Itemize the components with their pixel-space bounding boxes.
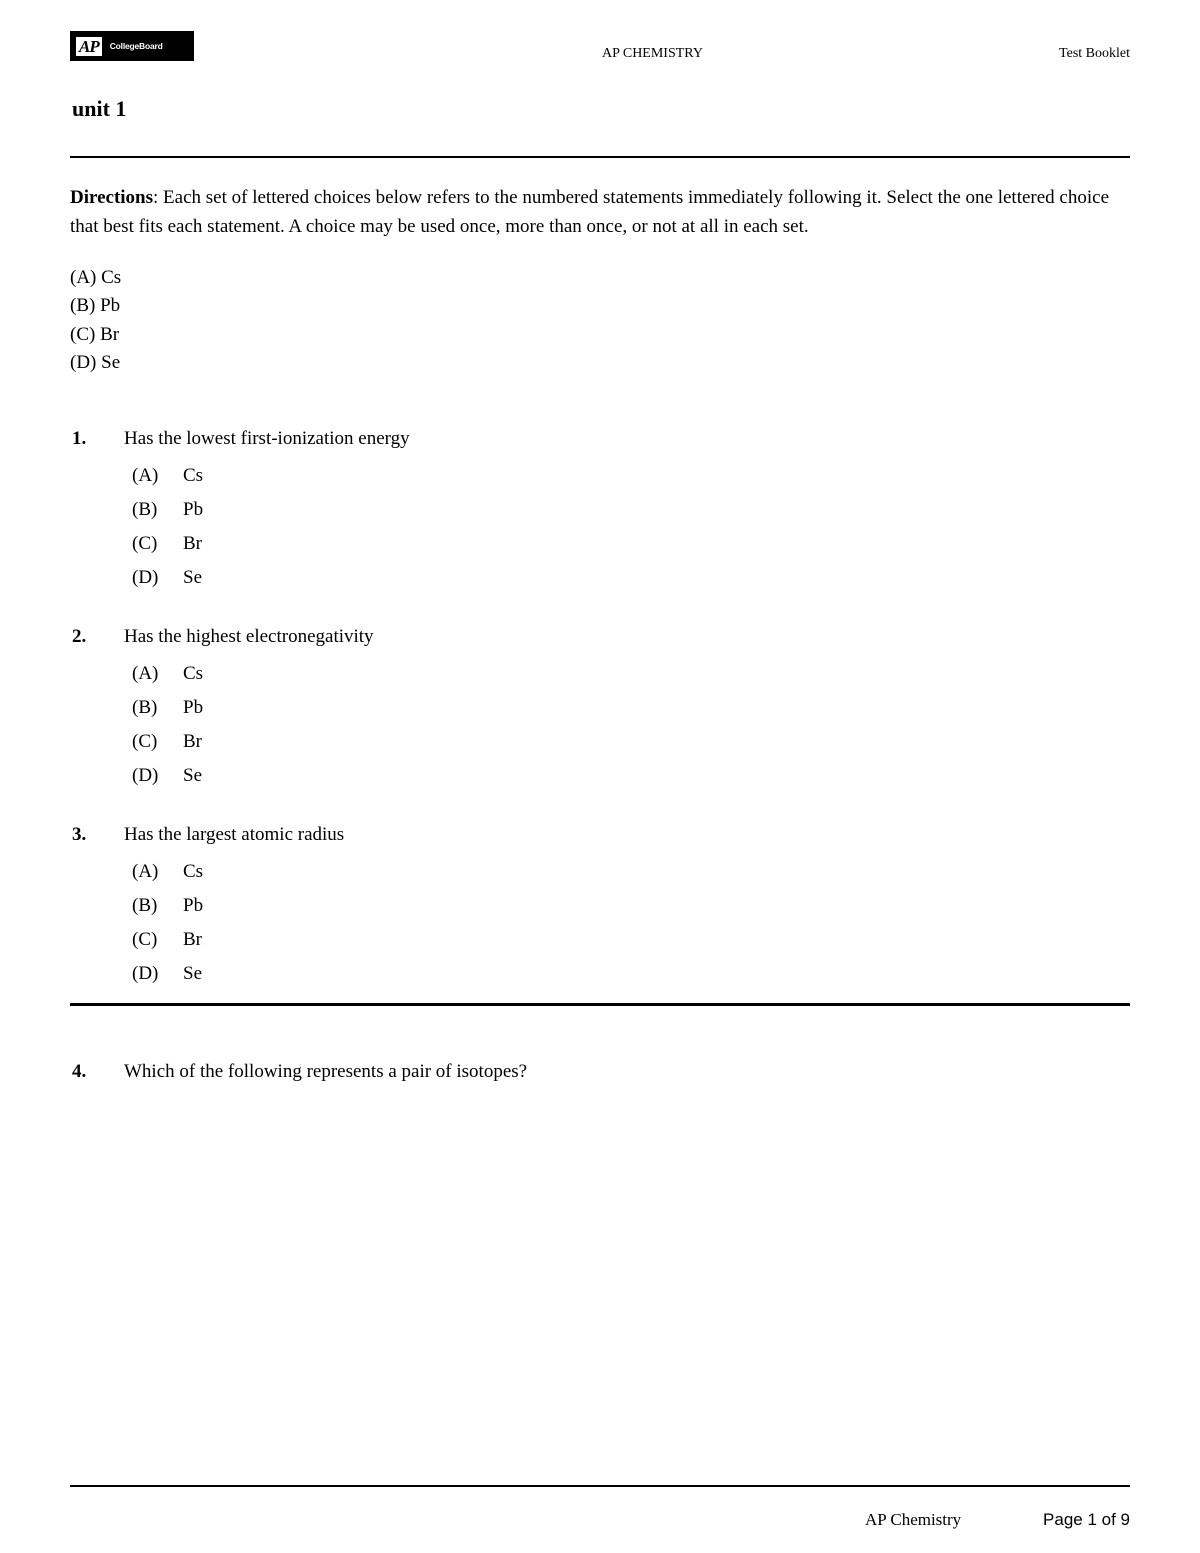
option-letter: (C) (132, 533, 158, 554)
header-title: AP CHEMISTRY (601, 46, 703, 61)
answer-option[interactable] (132, 662, 203, 696)
option-value: Se (183, 765, 202, 786)
option-letter: (D) (132, 765, 159, 786)
question-text: Has the lowest first-ionization energy (124, 428, 410, 449)
logo-ap-mark: AP (76, 37, 102, 56)
top-divider (70, 156, 1130, 158)
option-value: Se (183, 567, 202, 588)
footer-divider (70, 1485, 1130, 1487)
option-value: Cs (183, 663, 204, 684)
answer-option[interactable] (132, 928, 203, 962)
page-number: Page 1 of 9 (1043, 1510, 1130, 1529)
answer-option[interactable] (132, 696, 203, 730)
option-value: Br (183, 929, 202, 950)
question-number: 1. (72, 428, 87, 449)
option-value: Cs (183, 465, 204, 486)
directions (70, 184, 1130, 241)
option-letter: (B) (132, 697, 158, 718)
answer-option[interactable] (132, 764, 203, 798)
option-value: Pb (183, 895, 204, 916)
option-letter: (A) (132, 663, 159, 684)
answer-option[interactable] (132, 894, 203, 928)
lettered-choice-set (70, 264, 121, 377)
option-value: Pb (183, 697, 204, 718)
choice-set-item: (A) Cs (70, 267, 122, 288)
option-letter: (C) (132, 731, 158, 752)
answer-options (132, 464, 203, 600)
question-number: 4. (72, 1061, 87, 1082)
answer-options (132, 662, 203, 798)
option-letter: (C) (132, 929, 158, 950)
option-value: Cs (183, 861, 204, 882)
footer-subject: AP Chemistry (865, 1510, 962, 1529)
option-letter: (D) (132, 567, 159, 588)
question-number: 2. (72, 626, 87, 647)
directions-label: Directions (70, 187, 154, 208)
question-number: 3. (72, 824, 87, 845)
question-text: Has the highest electronegativity (124, 626, 374, 647)
logo-collegeboard-wordmark: CollegeBoard (109, 41, 163, 51)
answer-option[interactable] (132, 962, 203, 996)
choice-set-item: (C) Br (70, 323, 120, 345)
option-value: Br (183, 533, 202, 554)
question-text: Has the largest atomic radius (124, 824, 345, 845)
option-value: Se (183, 963, 202, 984)
answer-option[interactable] (132, 464, 203, 498)
section-divider (70, 1003, 1130, 1006)
answer-options (132, 860, 203, 996)
option-value: Pb (183, 499, 204, 520)
option-value: Br (183, 731, 202, 752)
option-letter: (A) (132, 465, 159, 486)
option-letter: (D) (132, 963, 159, 984)
answer-option[interactable] (132, 730, 203, 764)
unit-title: unit 1 (72, 96, 127, 121)
directions-text: : Each set of lettered choices below refers to the numbered statements immediately following it. Select the one lettered choice that best fits each statement. A choice may be used once, more than once, or not at all in each set. (70, 187, 1110, 237)
question-text: Which of the following represents a pair of isotopes? (124, 1061, 528, 1082)
answer-option[interactable] (132, 860, 203, 894)
option-letter: (A) (132, 861, 159, 882)
choice-set-item: (D) Se (70, 351, 121, 373)
option-letter: (B) (132, 895, 158, 916)
choice-set-item: (B) Pb (70, 295, 121, 317)
answer-option[interactable] (132, 498, 203, 532)
answer-option[interactable] (132, 532, 203, 566)
answer-option[interactable] (132, 566, 203, 600)
option-letter: (B) (132, 499, 158, 520)
header-booklet-label: Test Booklet (1059, 46, 1130, 61)
